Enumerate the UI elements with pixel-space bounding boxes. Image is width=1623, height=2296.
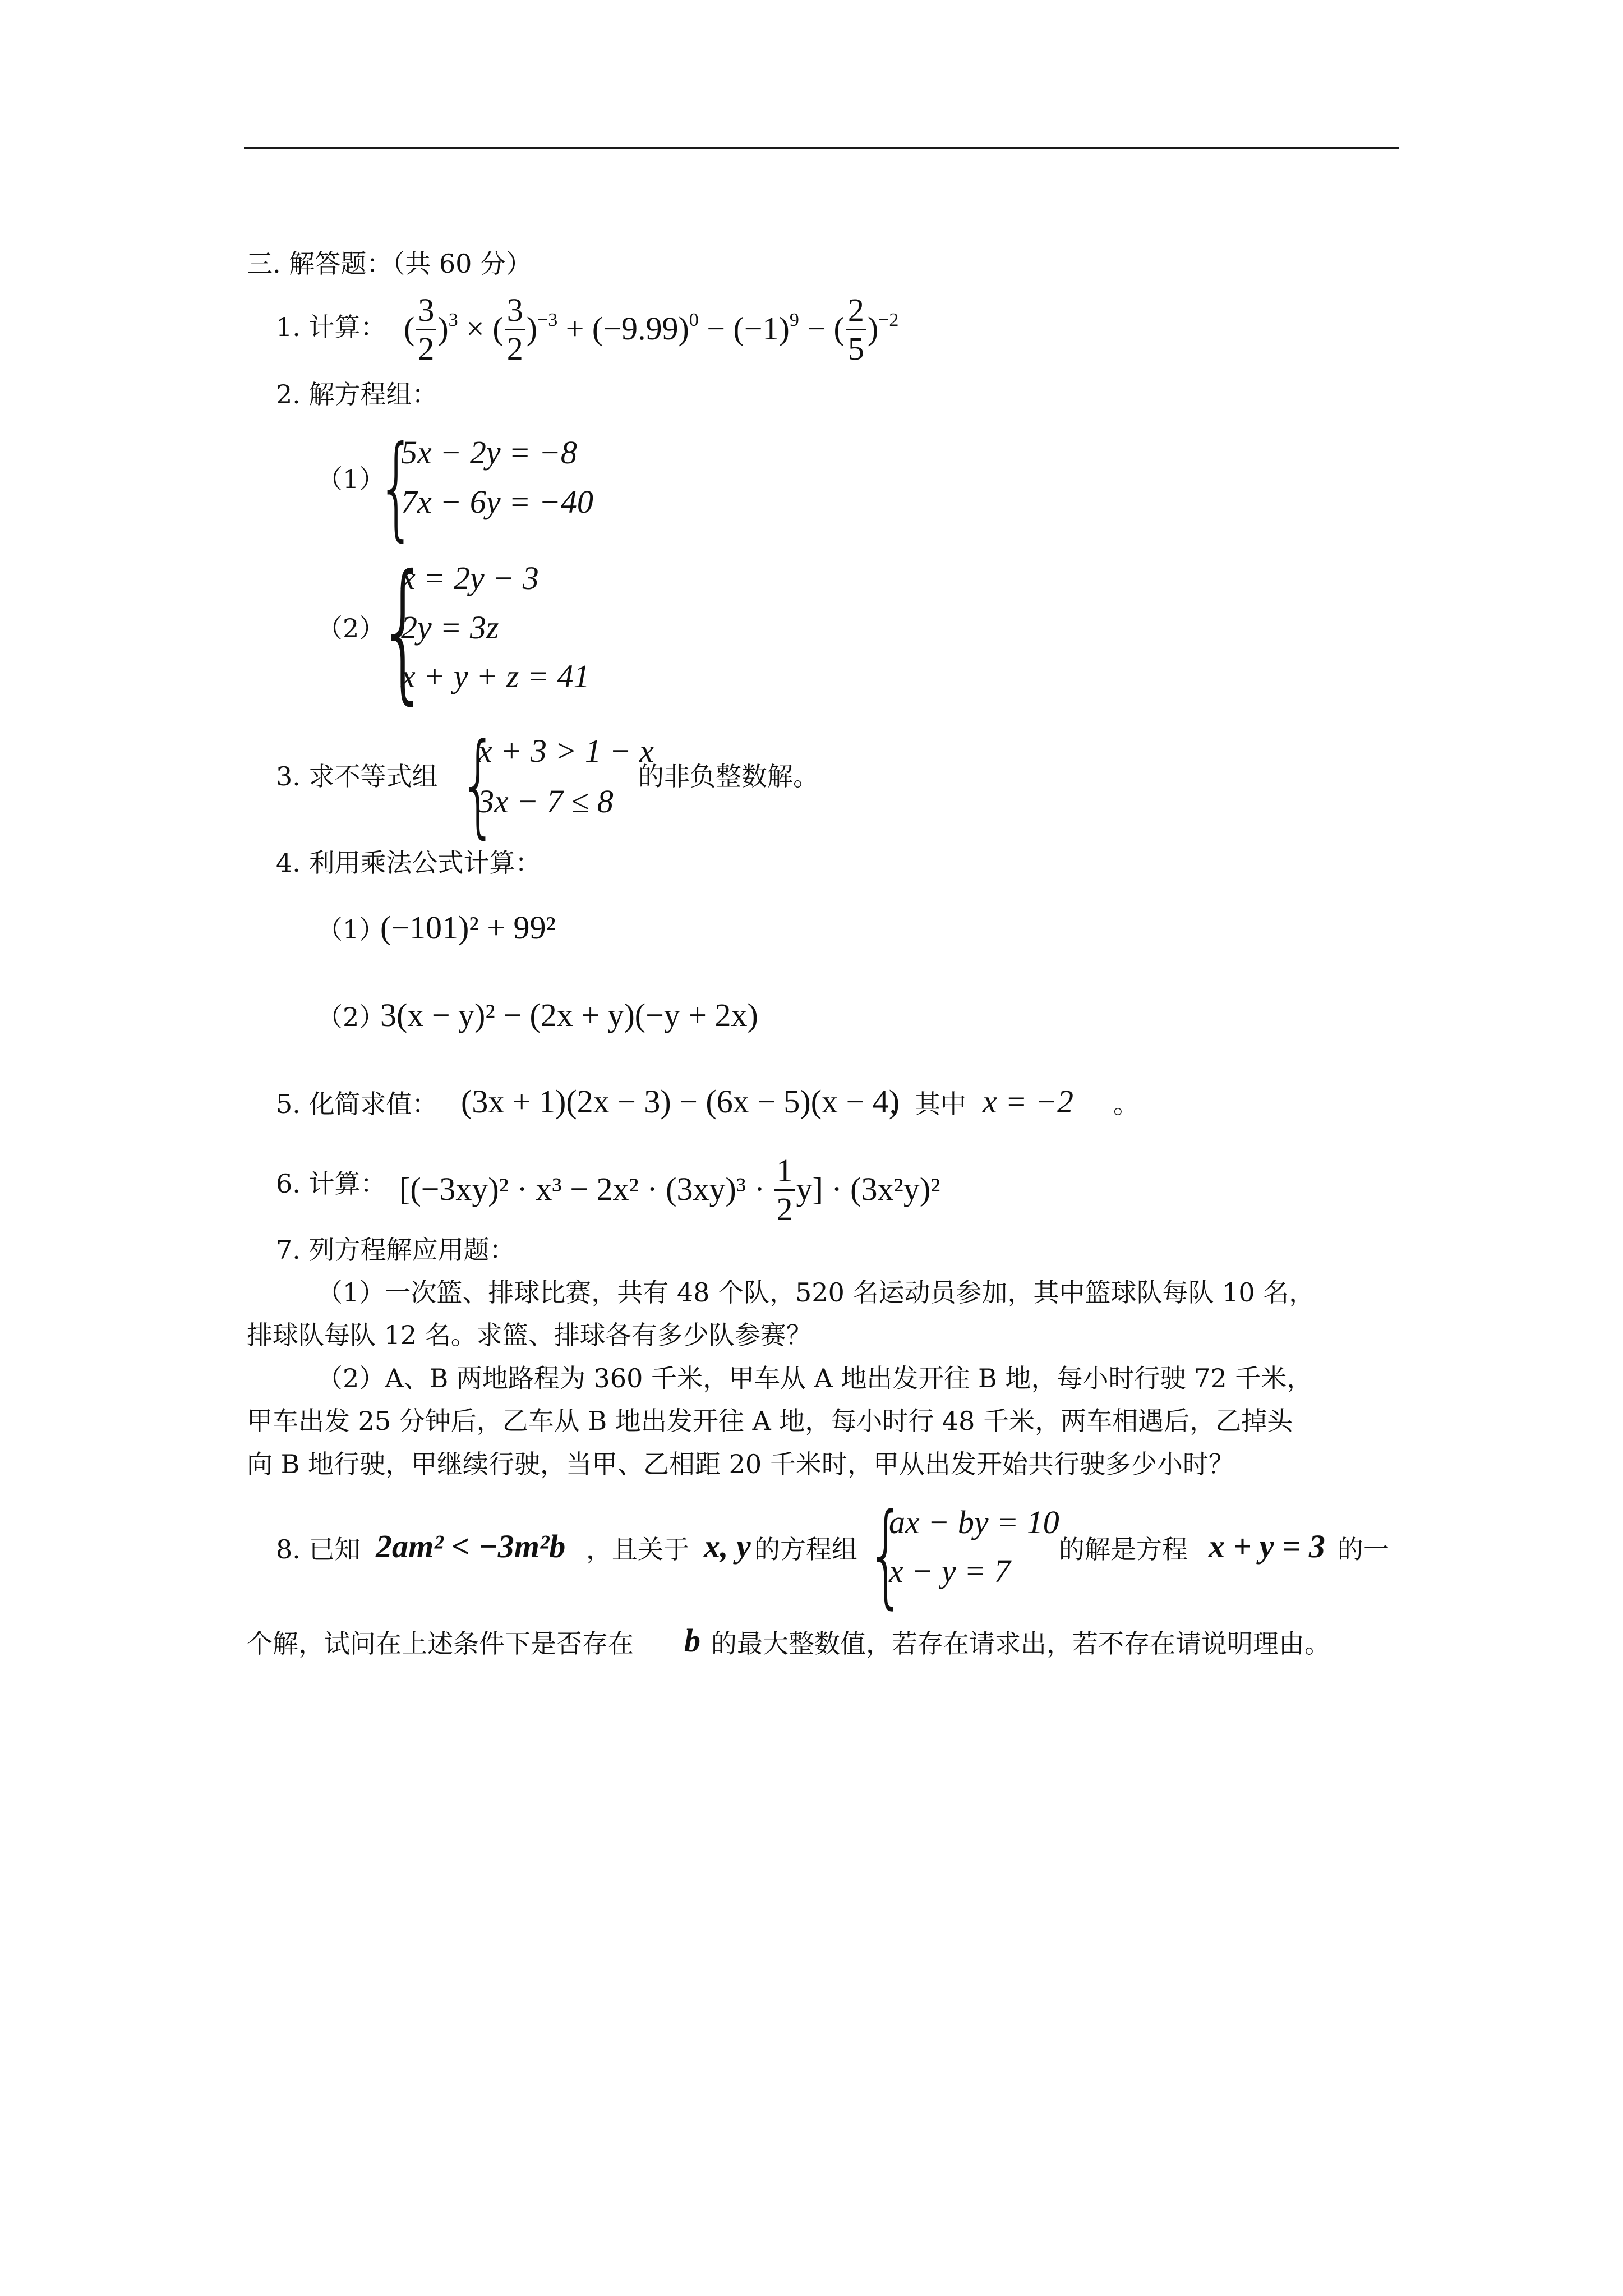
- q5-label: 5. 化简求值：: [276, 1089, 438, 1119]
- q2-part2-eq3: x + y + z = 41: [401, 658, 590, 694]
- q8-label: 8. 已知: [276, 1534, 361, 1565]
- q8-eq1: ax − by = 10: [889, 1504, 1059, 1540]
- q2-part1-eq2: 7x − 6y = −40: [401, 484, 593, 520]
- q2-part2-brace: {: [377, 542, 430, 719]
- q5-condition: x = −2: [983, 1083, 1074, 1120]
- q8-mid1: ，且关于: [586, 1534, 689, 1565]
- q2-part2-eq2: 2y = 3z: [401, 609, 499, 646]
- section-header: 三. 解答题：（共 60 分）: [247, 249, 532, 279]
- q8-brace: {: [866, 1489, 906, 1620]
- q8-vars: x, y: [704, 1528, 751, 1565]
- q3-label: 3. 求不等式组: [276, 761, 438, 792]
- q7-part2-line3: 向 B 地行驶，甲继续行驶，当甲、乙相距 20 千米时，甲从出发开始共行驶多少小时？: [247, 1449, 1234, 1479]
- q3-eq2: 3x − 7 ≤ 8: [478, 783, 614, 820]
- q2-label: 2. 解方程组：: [276, 379, 438, 409]
- q5-mid: ，其中: [889, 1089, 966, 1119]
- q8-eq2: x − y = 7: [889, 1553, 1011, 1589]
- q8-end: 的一: [1338, 1534, 1389, 1565]
- q1-expression: ( $\frac{3}{2}$ )$^3$ × ( $\frac{3}{2}$ )$^{-3} + (-9.99)^0 - (-1)^9$ − ( $\frac{2}{5}$ )$^{-2}$: [404, 292, 899, 367]
- q5-end: 。: [1113, 1089, 1139, 1119]
- q8-mid2: 的方程组: [754, 1534, 857, 1565]
- q7-part1-line1: （1）一次篮、排球比赛，共有 48 个队，520 名运动员参加，其中篮球队每队 10 名，: [317, 1277, 1315, 1308]
- q8-inequality: 2am² < −3m²b: [376, 1528, 566, 1565]
- q3-eq1: x + 3 > 1 − x: [478, 733, 654, 769]
- q4-part2-label: （2）: [317, 1002, 385, 1032]
- header-rule: [244, 147, 1399, 149]
- q8-mid3: 的解是方程: [1059, 1534, 1188, 1565]
- q2-part2-eq1: x = 2y − 3: [401, 560, 539, 596]
- q2-part2-label: （2）: [317, 613, 385, 643]
- q2-part1-label: （1）: [317, 464, 385, 494]
- q4-part2-expr: 3(x − y)² − (2x + y)(−y + 2x): [380, 997, 758, 1033]
- q8-eq3: x + y = 3: [1209, 1528, 1325, 1565]
- q7-part2-line1: （2）A、B 两地路程为 360 千米，甲车从 A 地出发开往 B 地，每小时行驶 72 千米，: [317, 1363, 1313, 1393]
- q7-part2-line2: 甲车出发 25 分钟后，乙车从 B 地出发开往 A 地，每小时行 48 千米，两车相遇后，乙掉头: [247, 1406, 1293, 1436]
- q6-label: 6. 计算：: [276, 1168, 386, 1199]
- q7-part1-line2: 排球队每队 12 名。求篮、排球各有多少队参赛？: [247, 1320, 812, 1350]
- q8-var-b: b: [684, 1622, 700, 1659]
- q1-label: 1. 计算：: [276, 312, 386, 342]
- q8-line2-b: 的最大整数值，若存在请求出，若不存在请说明理由。: [711, 1628, 1330, 1659]
- q3-suffix: 的非负整数解。: [638, 761, 819, 792]
- q4-part1-expr: (−101)² + 99²: [380, 909, 556, 946]
- q4-part1-label: （1）: [317, 914, 385, 945]
- q8-line2-a: 个解，试问在上述条件下是否存在: [247, 1628, 634, 1659]
- q2-part1-eq1: 5x − 2y = −8: [401, 434, 577, 471]
- q6-expr: [(−3xy)² · x³ − 2x² · (3xy)³ · $\frac{1}{2}$ y] · (3x²y)²: [399, 1152, 940, 1227]
- q5-expr: (3x + 1)(2x − 3) − (6x − 5)(x − 4): [461, 1083, 900, 1120]
- q7-label: 7. 列方程解应用题：: [276, 1235, 515, 1265]
- q2-part1-brace: {: [377, 422, 416, 553]
- q3-brace: {: [459, 719, 498, 850]
- q4-label: 4. 利用乘法公式计算：: [276, 848, 541, 878]
